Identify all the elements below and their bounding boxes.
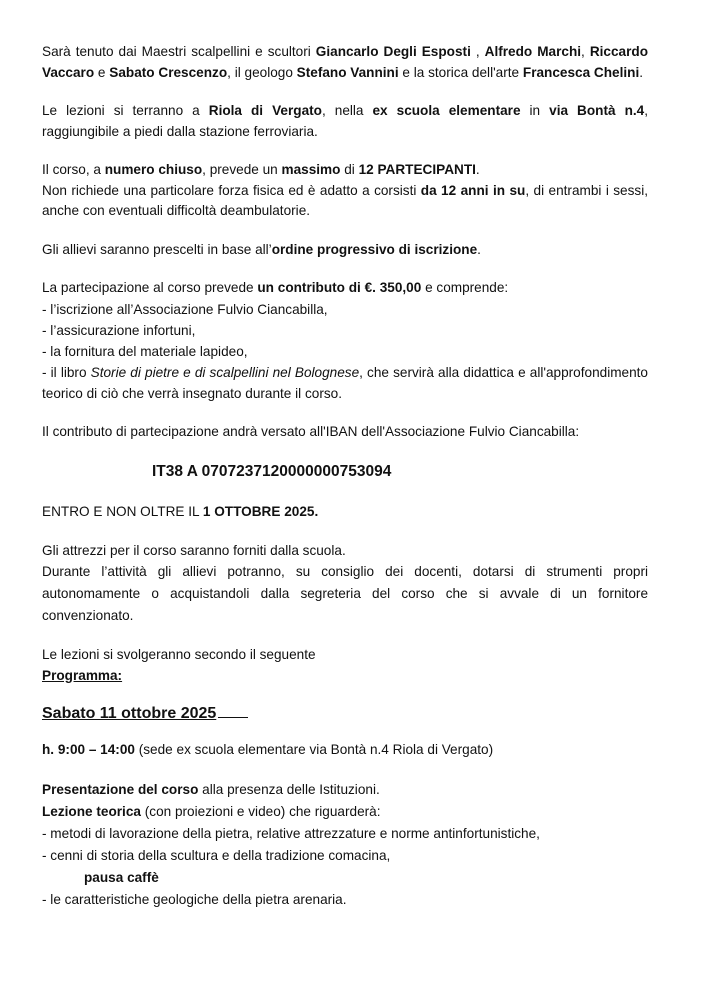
historian-name: Francesca Chelini [522, 64, 640, 80]
tools-paragraph: Durante l’attività gli allievi potranno, su consiglio dei docenti, dotarsi di strumenti propri autonomamente o acquistandoli dalla segreteria del corso che si avvale di un fornitore convenzionato. [42, 564, 648, 623]
intro-text: e [94, 64, 110, 80]
intro-text: , [581, 44, 590, 59]
participants-line [42, 160, 648, 181]
book-text: , che servirà alla didattica e all'approfondimento teorico di ciò che verrà insegnato durante il corso. [42, 364, 648, 401]
teacher-name: Giancarlo Degli Esposti [315, 44, 471, 59]
lesson-text: (con proiezioni e video) che riguarderà: [140, 803, 381, 819]
fee-amount: un contributo di €. 350,00 [257, 280, 422, 295]
selection-text: . [477, 241, 481, 257]
requirements-text: , di entrambi i sessi, anche con eventuali difficoltà deambulatorie. [42, 182, 649, 218]
closed-number: numero chiuso [104, 162, 203, 177]
presentation-title: Presentazione del corso [42, 781, 199, 797]
intro-text: Sarà tenuto dai Maestri scalpellini e scultori [42, 44, 316, 59]
location-town: Riola di Vergato [208, 103, 322, 118]
location-venue: ex scuola elementare [372, 103, 521, 118]
lesson-title: Lezione teorica [42, 803, 141, 819]
teacher-name: Riccardo Vaccaro [42, 44, 648, 80]
location-text: , nella [321, 103, 373, 118]
program-time: h. 9:00 – 14:00 [42, 742, 135, 757]
participants-text: Il corso, a [42, 162, 105, 177]
coffee-break [42, 867, 648, 889]
topic-item: - le caratteristiche geologiche della pietra arenaria. [42, 891, 347, 907]
document-page [42, 42, 648, 911]
location-text: Le lezioni si terranno a [42, 103, 209, 118]
deadline-date: 1 OTTOBRE 2025. [202, 504, 319, 519]
location-paragraph [42, 101, 648, 142]
coffee-break-label: pausa caffè [84, 869, 159, 885]
participants-text: , prevede un [202, 162, 282, 177]
location-text: in [520, 103, 550, 118]
participants-text: . [475, 162, 480, 177]
participants-text: di [340, 162, 359, 177]
payment-text: Il contributo di partecipazione andrà versato all'IBAN dell'Associazione Fulvio Ciancabilla: [42, 423, 580, 439]
tools-line: Gli attrezzi per il corso saranno forniti dalla scuola. [42, 542, 346, 558]
intro-paragraph [42, 42, 648, 83]
program-venue: (sede ex scuola elementare via Bontà n.4 Riola di Vergato) [134, 742, 494, 757]
fee-text: La partecipazione al corso prevede [42, 280, 258, 295]
deadline-text: ENTRO E NON OLTRE IL [42, 504, 203, 519]
intro-text: , [470, 44, 485, 59]
fee-item: - la fornitura del materiale lapideo, [42, 343, 248, 359]
intro-text: e la storica dell'arte [398, 64, 523, 80]
selection-text: Gli allievi saranno prescelti in base all’ [42, 241, 272, 257]
selection-criterion: ordine progressivo di iscrizione [271, 241, 478, 257]
book-text: - il libro [42, 364, 91, 380]
location-text: , raggiungibile a piedi dalla stazione ferroviaria. [42, 103, 649, 139]
requirements-text: Non richiede una particolare forza fisica ed è adatto a corsisti [42, 182, 421, 198]
program-day [42, 700, 648, 726]
requirements-paragraph [42, 181, 648, 222]
presentation-text: alla presenza delle Istituzioni. [198, 781, 380, 797]
intro-text: . [639, 64, 644, 80]
program-heading: Programma: [42, 667, 123, 683]
teacher-name: Alfredo Marchi [484, 44, 582, 59]
program-time-line [42, 740, 648, 761]
teacher-name: Sabato Crescenzo [109, 64, 228, 80]
geologist-name: Stefano Vannini [296, 64, 399, 80]
deadline-line [42, 502, 648, 523]
location-address: via Bontà n.4 [549, 103, 645, 118]
book-title: Storie di pietre e di scalpellini nel Bolognese [90, 364, 360, 380]
max-participants: 12 PARTECIPANTI [358, 162, 476, 177]
program-intro: Le lezioni si svolgeranno secondo il seguente [42, 647, 316, 662]
intro-text: , il geologo [227, 64, 297, 80]
presentation-line [42, 779, 648, 801]
fee-text: e comprende: [421, 280, 509, 295]
fee-paragraph [42, 278, 648, 299]
fee-item: - l’iscrizione all’Associazione Fulvio Ciancabilla, [42, 301, 328, 317]
program-day-title: Sabato 11 ottobre 2025 [42, 705, 217, 722]
min-age: da 12 anni in su [420, 182, 526, 198]
underline-filler [218, 700, 248, 718]
topic-item: - metodi di lavorazione della pietra, relative attrezzature e norme antinfortunistiche, [42, 825, 540, 841]
fee-item: - l’assicurazione infortuni, [42, 322, 196, 338]
iban-code: IT38 A 0707237120000000753094 [152, 463, 392, 480]
lesson-line [42, 801, 648, 823]
fee-item-book [42, 362, 648, 404]
selection-paragraph [42, 240, 648, 261]
topic-item: - cenni di storia della scultura e della tradizione comacina, [42, 847, 391, 863]
maximum-label: massimo [281, 162, 341, 177]
